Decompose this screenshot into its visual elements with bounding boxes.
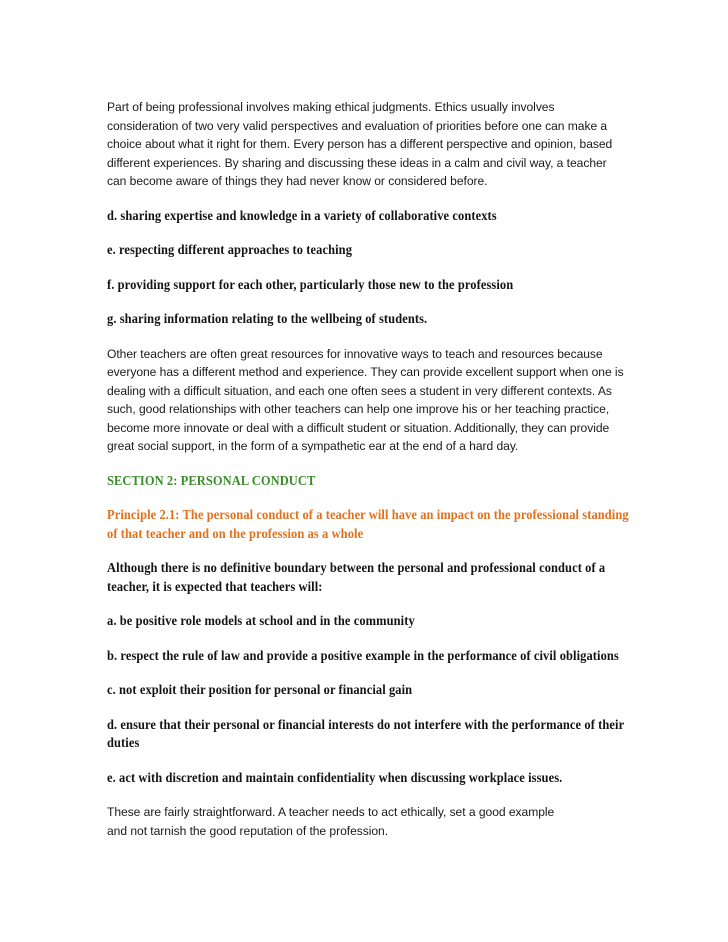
list-item-d-collaborative: d. sharing expertise and knowledge in a variety of collaborative contexts (107, 207, 497, 223)
list-item-b-rule-of-law: b. respect the rule of law and provide a positive example in the performance of civil obligations (107, 647, 619, 663)
list-item-e-discretion: e. act with discretion and maintain confidentiality when discussing workplace issues. (107, 769, 563, 785)
principle-statement: Principle 2.1: The personal conduct of a teacher will have an impact on the professional standing of that teacher and on the profession as a whole (107, 507, 629, 541)
intro-paragraph: Part of being professional involves making ethical judgments. Ethics usually involves consideration of two very valid perspectives and evaluation of priorities before one can make a choice about what it right for them. Every person has a different perspective and opinion, based different experiences. By sharing and discussing these ideas in a calm and civil way, a teacher can become aware of things they had never know or considered before. (107, 100, 613, 188)
list-item-c-exploit: c. not exploit their position for personal or financial gain (107, 682, 413, 697)
list-item-d-interests: d. ensure that their personal or financial interests do not interfere with the performance of their duties (107, 716, 624, 750)
list-item-e-approaches: e. respecting different approaches to teaching (107, 242, 353, 257)
expectation-intro: Although there is no definitive boundary between the personal and professional conduct of a teacher, it is expected that teachers will: (107, 560, 606, 594)
list-item-f-support: f. providing support for each other, particularly those new to the profession (107, 276, 514, 292)
section-heading: SECTION 2: PERSONAL CONDUCT (107, 472, 316, 488)
middle-paragraph: Other teachers are often great resources for innovative ways to teach and resources because everyone has a different method and experience. They can provide excellent support when one is dealing with a difficult situation, and each one often sees a student in very different contexts. As such, good relationships with other teachers can help one improve his or her teaching practice, become more innovate or deal with a difficult student or situation. Additionally, they can provide great social support, in the form of a sympathetic ear at the end of a hard day. (107, 346, 624, 453)
document-page (107, 98, 627, 840)
list-item-g-wellbeing: g. sharing information relating to the wellbeing of students. (107, 311, 428, 326)
list-item-a-role-models: a. be positive role models at school and in the community (107, 613, 415, 628)
closing-paragraph: These are fairly straightforward. A teacher needs to act ethically, set a good example and not tarnish the good reputation of the profession. (107, 805, 555, 838)
